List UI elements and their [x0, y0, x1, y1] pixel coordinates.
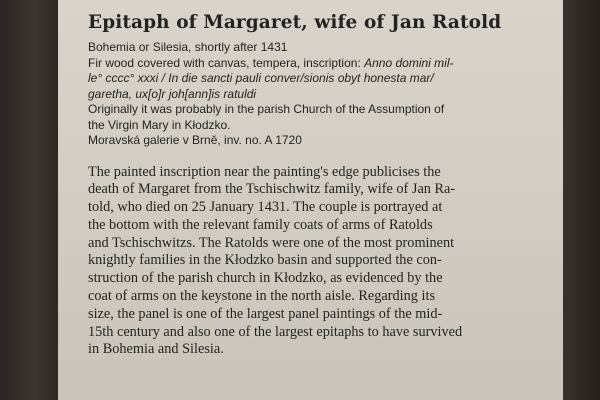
- origin-line: Bohemia or Silesia, shortly after 1431: [88, 40, 288, 54]
- description-line: knightly families in the Kłodzko basin and supported the con-: [88, 252, 442, 269]
- inscription-line-2: le° cccc° xxxi / In die sancti pauli conver/sionis obyt honesta mar/: [88, 71, 434, 85]
- provenance-line-2: the Virgin Mary in Kłodzko.: [88, 117, 231, 132]
- description-line: struction of the parish church in Kłodzko, as evidenced by the: [88, 270, 443, 287]
- material-text: Fir wood covered with canvas, tempera, inscription:: [88, 55, 365, 70]
- material-line: [88, 56, 533, 72]
- collection-line: Moravská galerie v Brně, inv. no. A 1720: [88, 133, 302, 147]
- description-line: told, who died on 25 January 1431. The couple is portrayed at: [88, 199, 443, 216]
- description-line: size, the panel is one of the largest panel paintings of the mid-: [88, 305, 443, 322]
- description-paragraph: [88, 164, 533, 360]
- background-left: [0, 0, 58, 400]
- description-line: the bottom with the relevant family coats of arms of Ratolds: [88, 216, 433, 233]
- description-line: in Bohemia and Silesia.: [88, 341, 224, 358]
- inscription-part-1: Anno domini mil-: [364, 55, 454, 70]
- inscription-line-3: garetha, ux[o]r joh[ann]is ratuldi: [88, 86, 257, 101]
- description-line: and Tschischwitzs. The Ratolds were one of the most prominent: [88, 234, 455, 251]
- description-line: 15th century and also one of the largest epitaphs to have survived: [88, 323, 463, 340]
- museum-label: [58, 0, 563, 400]
- artwork-metadata: [88, 40, 533, 149]
- description-line: death of Margaret from the Tschischwitz family, wife of Jan Ra-: [88, 181, 456, 198]
- description-line: coat of arms on the keystone in the north aisle. Regarding its: [88, 288, 436, 305]
- background-right: [560, 0, 600, 400]
- label-title: Epitaph of Margaret, wife of Jan Ratold: [88, 12, 502, 33]
- provenance-line-1: Originally it was probably in the parish Church of the Assumption of: [88, 102, 445, 116]
- description-line: The painted inscription near the painting's edge publicises the: [88, 163, 441, 180]
